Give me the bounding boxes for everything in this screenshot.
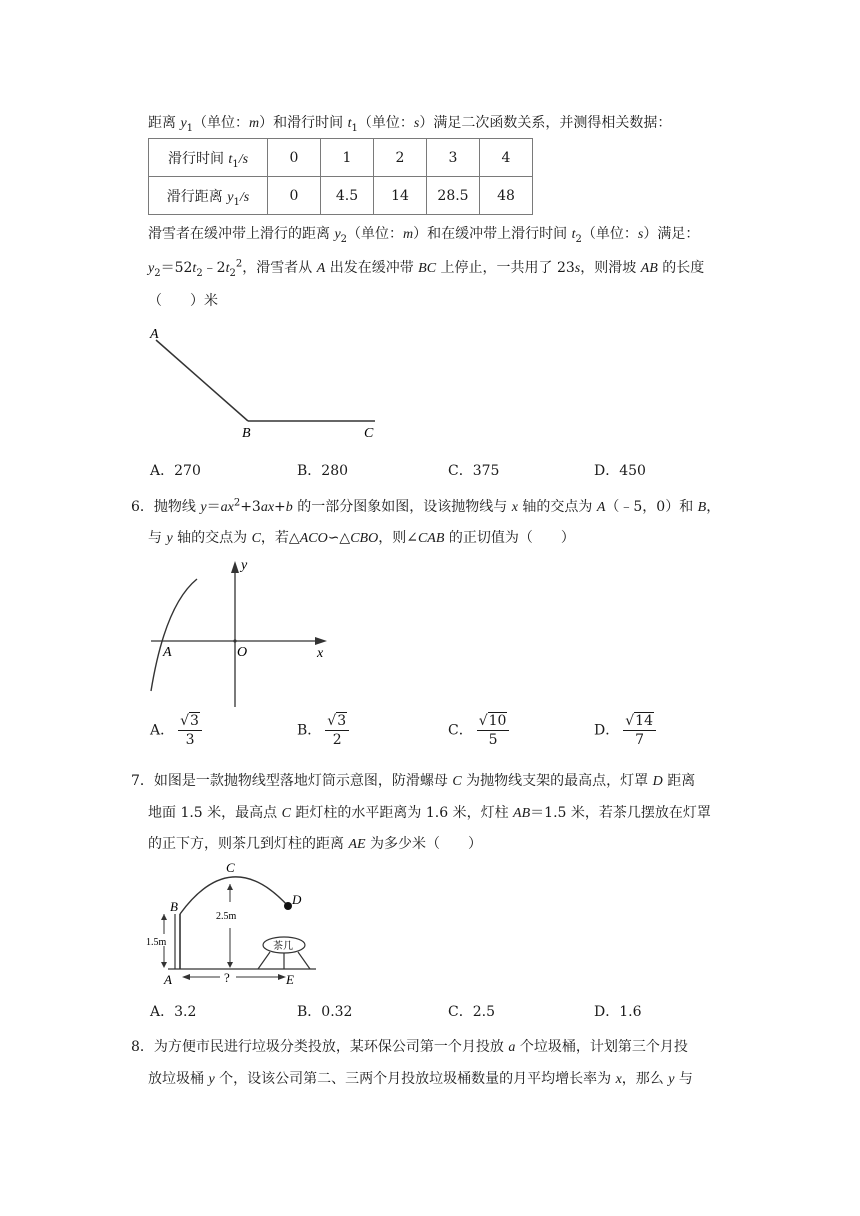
origin-label: O (237, 645, 248, 660)
question-number: 8． (131, 1039, 154, 1055)
q5-option-c[interactable]: C．375 (448, 463, 500, 479)
table-cell: 3 (427, 139, 480, 177)
table-row-label: 滑行时间 $t_1/s$ (149, 139, 268, 177)
q5-paragraph-line-4: （ ）米 (148, 293, 218, 309)
q6-parabola-figure (145, 555, 345, 710)
q5-option-b[interactable]: B．280 (297, 463, 349, 479)
table-cell: 2 (374, 139, 427, 177)
q8-stem-line-1: 8．为方便市民进行垃圾分类投放，某环保公司第一个月投放 a 个垃圾桶，计划第三个月投 (131, 1039, 688, 1055)
q5-data-table (148, 138, 533, 215)
q7-option-c[interactable]: C．2.5 (448, 1004, 495, 1020)
q7-stem-line-3: 的正下方，则茶几到灯柱的距离 AE 为多少米（ ） (148, 836, 483, 852)
q5-slope-figure (140, 320, 400, 450)
table-cell: 4 (480, 139, 533, 177)
height-label-2-5m: 2.5m (216, 911, 237, 922)
table-row (149, 177, 533, 215)
point-label-d: D (292, 892, 302, 907)
q7-stem-line-2: 地面 1.5 米，最高点 C 距灯柱的水平距离为 1.6 米，灯柱 AB＝1.5 米，若茶几摆放在灯罩 (148, 805, 711, 821)
table-cell: 4.5 (321, 177, 374, 215)
q5-intro-line: 距离 $y_1$（单位：m）和滑行时间 $t_1$（单位：s）满足二次函数关系，并测得相关数据： (148, 115, 672, 134)
axis-label-y: y (241, 558, 248, 573)
q7-option-b[interactable]: B．0.32 (297, 1004, 353, 1020)
point-label-b: B (242, 426, 251, 441)
q5-paragraph-line-2: 滑雪者在缓冲带上滑行的距离 $y_2$（单位：m）和在缓冲带上滑行时间 $t_2$（单位：s）满足： (148, 226, 700, 245)
table-label: 茶几 (273, 941, 293, 952)
q6-stem-line-1: 6．抛物线 $y=ax^2+3ax+b$ 的一部分图象如图，设该抛物线与 x 轴的交点为 A（﹣5，0）和 B， (131, 497, 721, 515)
question-number: 6． (131, 499, 154, 515)
height-label-1-5m: 1.5m (146, 937, 167, 948)
table-cell: 48 (480, 177, 533, 215)
table-cell: 14 (374, 177, 427, 215)
q8-stem-line-2: 放垃圾桶 y 个，设该公司第二、三两个月投放垃圾桶数量的月平均增长率为 x，那么 y 与 (148, 1071, 693, 1087)
table-cell: 28.5 (427, 177, 480, 215)
q6-option-c[interactable]: C． $\frac{√10}{5}$ (448, 712, 509, 749)
q6-stem-line-2: 与 y 轴的交点为 C，若△ACO∽△CBO，则∠CAB 的正切值为（ ） (148, 530, 575, 546)
q6-option-b[interactable]: B． $\frac{√3}{2}$ (297, 712, 349, 749)
table-row (149, 139, 533, 177)
table-cell: 0 (268, 139, 321, 177)
point-label-b: B (170, 899, 178, 914)
point-label-e: E (286, 972, 294, 987)
q5-paragraph-line-3: $y_2=52t_2﹣2t_2^2$，滑雪者从 A 出发在缓冲带 BC 上停止，一共用了 23s，则滑坡 AB 的长度 (148, 258, 705, 279)
distance-question-mark: ? (224, 970, 230, 985)
point-label-a: A (150, 327, 159, 342)
table-cell: 0 (268, 177, 321, 215)
table-row-label: 滑行距离 $y_1/s$ (149, 177, 268, 215)
point-label-a: A (163, 645, 172, 660)
q5-option-a[interactable]: A．270 (150, 463, 201, 479)
q6-option-d[interactable]: D． $\frac{√14}{7}$ (594, 712, 656, 749)
q7-stem-line-1: 7．如图是一款抛物线型落地灯筒示意图，防滑螺母 C 为抛物线支架的最高点，灯罩 D 距离 (131, 773, 696, 789)
point-label-c: C (226, 860, 235, 875)
question-number: 7． (131, 773, 154, 789)
q5-option-d[interactable]: D．450 (594, 463, 646, 479)
q7-lamp-figure (140, 856, 325, 991)
q7-option-a[interactable]: A．3.2 (150, 1004, 197, 1020)
point-label-c: C (364, 426, 374, 441)
table-cell: 1 (321, 139, 374, 177)
q7-option-d[interactable]: D．1.6 (594, 1004, 642, 1020)
point-label-a: A (164, 972, 172, 987)
q6-option-a[interactable]: A． $\frac{√3}{3}$ (150, 712, 202, 749)
axis-label-x: x (317, 646, 324, 661)
